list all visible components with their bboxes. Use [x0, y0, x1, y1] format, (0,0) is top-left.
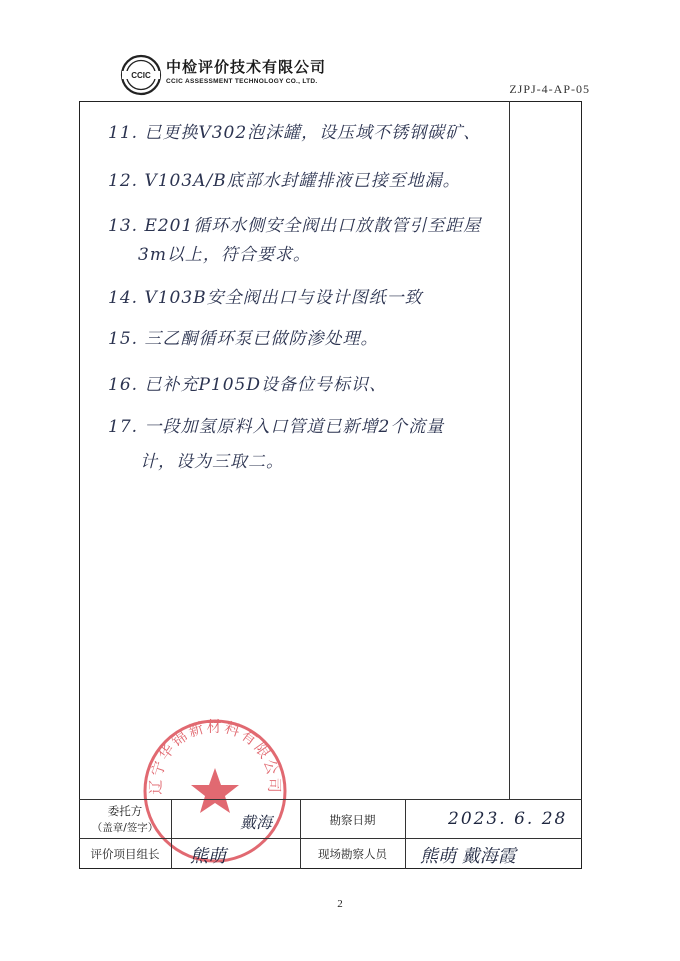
note-line-13-cont: 3m以上，符合要求。 — [138, 245, 311, 265]
note-line-13: 13. E201循环水侧安全阀出口放散管引至距屋 — [108, 216, 482, 236]
logo-text: CCIC — [131, 71, 151, 80]
company-name-cn: 中检评价技术有限公司 — [166, 58, 327, 76]
note-line-17: 17. 一段加氢原料入口管道已新增2个流量 — [108, 417, 445, 437]
document-code: ZJPJ-4-AP-05 — [509, 82, 590, 96]
note-line-17-cont: 计，设为三取二。 — [140, 452, 284, 472]
team-leader-signature: 熊萌 — [190, 846, 226, 867]
ccic-logo-icon — [120, 54, 162, 96]
client-label-sub: （盖章/签字） — [91, 822, 159, 834]
header — [120, 52, 590, 100]
note-line-16: 16. 已补充P105D设备位号标识、 — [108, 375, 387, 395]
page-number: 2 — [337, 898, 343, 910]
survey-date-label: 勘察日期 — [329, 813, 376, 827]
table-col-divider-3 — [405, 799, 406, 869]
table-top-border — [79, 799, 582, 800]
site-staff-label: 现场勘察人员 — [318, 847, 387, 861]
note-line-12: 12. V103A/B底部水封罐排液已接至地漏。 — [108, 171, 461, 191]
site-staff-signature: 熊萌 戴海霞 — [420, 846, 516, 867]
survey-date-value: 2023. 6. 28 — [448, 809, 568, 829]
table-middle-border — [79, 838, 582, 839]
note-line-14: 14. V103B安全阀出口与设计图纸一致 — [108, 288, 423, 308]
right-margin-line — [509, 101, 510, 799]
note-line-11: 11. 已更换V302泡沫罐，设压域不锈钢碳矿、 — [108, 123, 482, 143]
svg-text:辽宁华锦新材料有限公司: 辽宁华锦新材料有限公司 — [146, 717, 284, 795]
team-leader-label: 评价项目组长 — [90, 847, 160, 861]
table-col-divider-1 — [171, 799, 172, 869]
company-name-en: CCIC ASSESSMENT TECHNOLOGY CO., LTD. — [166, 78, 318, 85]
client-label: 委托方 — [107, 804, 143, 818]
note-line-15: 15. 三乙酮循环泵已做防渗处理。 — [108, 329, 379, 349]
client-signature: 戴海 — [240, 813, 273, 832]
